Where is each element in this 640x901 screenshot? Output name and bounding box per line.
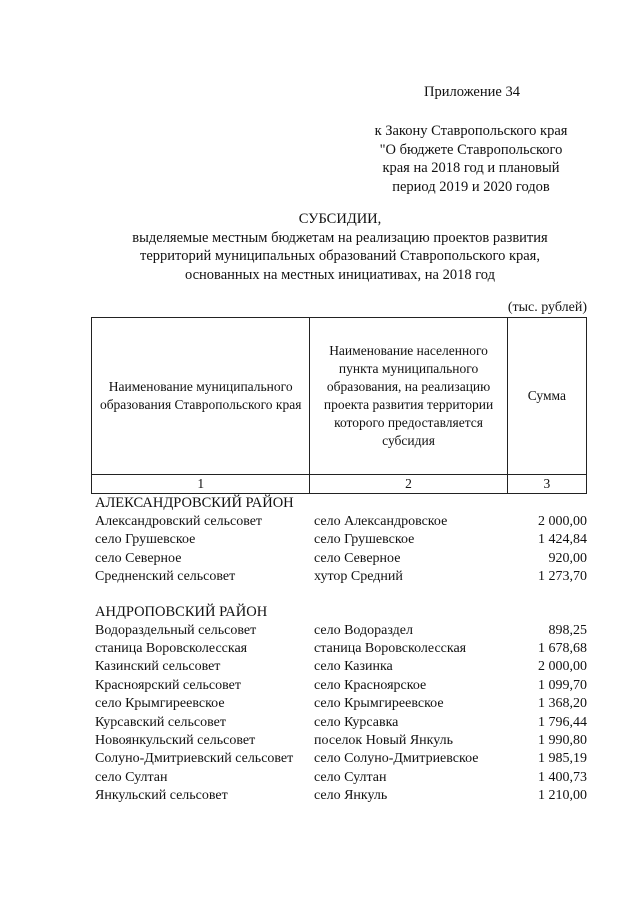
amount-cell: 1 424,84	[538, 532, 587, 548]
table-row	[95, 550, 587, 568]
settlement-cell: село Султан	[314, 769, 387, 785]
unit-label: (тыс. рублей)	[507, 300, 587, 315]
settlement-cell: село Грушевское	[314, 532, 415, 548]
municipality-cell: станица Воровсколесская	[95, 640, 248, 656]
settlement-cell: село Янкуль	[314, 788, 388, 804]
table-row	[95, 695, 587, 713]
table-row	[95, 677, 587, 695]
amount-cell: 1 990,80	[538, 732, 587, 748]
settlement-cell: село Северное	[314, 550, 401, 566]
table-row	[95, 531, 587, 549]
column-header-amount: Сумма	[507, 318, 586, 475]
municipality-cell: село Султан	[95, 769, 168, 785]
amount-cell: 1 985,19	[538, 751, 587, 767]
amount-cell: 1 273,70	[538, 569, 587, 585]
settlement-cell: село Александровское	[314, 514, 448, 529]
document-title	[90, 210, 590, 284]
municipality-cell: Солуно-Дмитриевский сельсовет	[95, 751, 294, 767]
amount-cell: 1 678,68	[538, 640, 587, 656]
title-line: основанных на местных инициативах, на 2018 год	[184, 266, 495, 283]
column-number: 2	[310, 475, 507, 494]
table-row	[95, 622, 587, 640]
table-row	[95, 769, 587, 787]
settlement-cell: село Солуно-Дмитриевское	[314, 751, 479, 767]
law-line: "О бюджете Ставропольского	[379, 141, 563, 158]
table-row	[95, 513, 587, 531]
amount-cell: 1 400,73	[538, 769, 587, 785]
amount-cell: 1 368,20	[538, 696, 587, 712]
municipality-cell: село Крымгиреевское	[95, 696, 225, 712]
table-row	[95, 732, 587, 750]
municipality-cell: Казинский сельсовет	[95, 659, 221, 675]
settlement-cell: село Курсавка	[314, 714, 399, 730]
amount-cell: 1 210,00	[538, 788, 587, 804]
column-header-settlement: Наименование населенного пункта муниципального образования, на реализацию проекта развития территории которого предоставляется субсидия	[310, 318, 507, 475]
law-line: края на 2018 год и плановый	[382, 160, 560, 176]
law-line: период 2019 и 2020 годов	[392, 178, 550, 195]
table-row	[95, 568, 587, 586]
table-row	[95, 640, 587, 658]
municipality-cell: Новоянкульский сельсовет	[95, 732, 256, 748]
table-body	[95, 494, 587, 805]
settlement-cell: хутор Средний	[314, 569, 403, 585]
amount-cell: 2 000,00	[538, 514, 587, 529]
municipality-cell: Курсавский сельсовет	[95, 714, 226, 730]
annex-number: Приложение 34	[424, 84, 520, 100]
settlement-cell: село Водораздел	[314, 622, 413, 638]
settlement-cell: село Казинка	[314, 659, 393, 675]
municipality-cell: Янкульский сельсовет	[95, 788, 228, 804]
table-row	[95, 750, 587, 768]
region-heading: АНДРОПОВСКИЙ РАЙОН	[95, 603, 268, 620]
amount-cell: 920,00	[548, 550, 587, 566]
settlement-cell: село Крымгиреевское	[314, 696, 444, 712]
table-header	[91, 317, 587, 494]
municipality-cell: Средненский сельсовет	[95, 569, 236, 585]
municipality-cell: Водораздельный сельсовет	[95, 622, 257, 638]
settlement-cell: поселок Новый Янкуль	[314, 732, 454, 748]
municipality-cell: Красноярский сельсовет	[95, 677, 241, 693]
column-number: 1	[92, 475, 310, 494]
column-header-municipality: Наименование муниципального образования Ставропольского края	[92, 318, 310, 475]
municipality-cell: село Грушевское	[95, 532, 196, 548]
amount-cell: 898,25	[548, 622, 587, 638]
municipality-cell: Александровский сельсовет	[95, 514, 263, 529]
amount-cell: 2 000,00	[538, 659, 587, 675]
law-reference	[362, 122, 580, 196]
title-line: выделяемые местным бюджетам на реализацию проектов развития	[132, 229, 548, 246]
amount-cell: 1 099,70	[538, 677, 587, 693]
title-line: территорий муниципальных образований Ставропольского края,	[140, 248, 540, 264]
settlement-cell: село Красноярское	[314, 677, 427, 693]
column-number: 3	[507, 475, 586, 494]
table-row	[95, 714, 587, 732]
title-line: СУБСИДИИ,	[298, 211, 382, 227]
settlement-cell: станица Воровсколесская	[314, 640, 467, 656]
table-row	[95, 658, 587, 676]
table-row	[95, 787, 587, 805]
municipality-cell: село Северное	[95, 550, 182, 566]
law-line: к Закону Ставропольского края	[374, 123, 568, 139]
amount-cell: 1 796,44	[538, 714, 587, 730]
region-heading: АЛЕКСАНДРОВСКИЙ РАЙОН	[95, 495, 294, 511]
